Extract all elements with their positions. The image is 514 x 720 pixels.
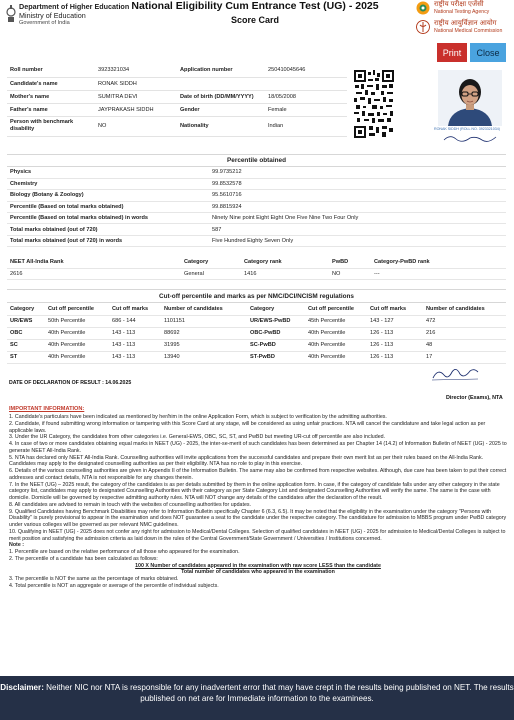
candidate-name-value: RONAK SIDDH (95, 77, 177, 90)
note-heading: Note : (9, 542, 25, 549)
national-emblem-icon (6, 3, 16, 23)
cutoff-cell: UR/EWS (7, 315, 45, 327)
rank-header: PwBD (329, 257, 371, 268)
info-point: 8. All candidates are advised to remain in touch with the websites of counselling authorities for updates. (9, 501, 252, 508)
cutoff-header: Cut off percentile (45, 303, 109, 315)
cutoff-cell: 472 (423, 315, 506, 327)
father-name-label: Father's name (7, 103, 95, 116)
percentile-row-label: Total marks obtained (out of 720) in words (7, 235, 209, 246)
dob-label: Date of birth (DD/MM/YYYY) (177, 90, 265, 103)
nationality-value: Indian (265, 116, 347, 136)
moe-ministry: Ministry of Education (19, 11, 86, 20)
father-name-value: JAYPRAKASH SIDDH (95, 103, 177, 116)
table-row (7, 178, 506, 189)
cutoff-cell: 143 - 127 (367, 315, 423, 327)
cutoff-cell: 31995 (161, 339, 247, 351)
nmc-hindi-name: राष्ट्रीय आयुर्विज्ञान आयोग (434, 20, 497, 27)
page-subtitle: Score Card (230, 15, 280, 25)
info-point: 7. In the NEET (UG) – 2025 result, the category of the candidates is as per details submitted by them in the online application form. In case, if the category of candidate falls under any other category in the state category list, candidates may apply to designated Counselling Authorities with their category as per State Category List and designated Counselling Authorities will verify the same. The same is the case with domicile. Domicile will be governed by respective admitting authority rules. NTA will NOT change any details of the candidates after the declaration of the result. (9, 481, 500, 501)
table-row (7, 167, 506, 178)
page-title-block (130, 0, 380, 25)
cutoff-header: Category (7, 303, 45, 315)
candidate-signature (440, 134, 500, 142)
cutoff-header: Number of candidates (161, 303, 247, 315)
info-point: 9. Qualified Candidates having Benchmark Disabilities may refer to Information Bulletin specifically Chapter 6 (6.3, 6.5). It may be noted that the eligibility in the examination under the category "Persons with Disability" is purely provisional to appear in the examination and does NOT guarantee a seat to the candidate under the respective category. The candidature for admission to MBBS program under PwBD category under various colleges will be governed as per relevant NMC guidelines. (9, 508, 507, 528)
rank-header: NEET All-India Rank (7, 257, 181, 268)
cutoff-header: Number of candidates (423, 303, 506, 315)
info-point: 2. Candidate, if found submitting wrong information or tampering with this Score Card at any stage, will be considered as using unfair practices. NTA will cancel the candidature and take legal action as per applicable laws. (9, 420, 486, 434)
application-number-label: Application number (177, 64, 265, 77)
cutoff-cell: OBC (7, 327, 45, 339)
nmc-logo (414, 19, 514, 36)
candidate-photo (438, 70, 502, 126)
cutoff-cell: 40th Percentile (305, 351, 367, 363)
percentile-row-label: Biology (Botany & Zoology) (7, 190, 209, 201)
cutoff-cell: 40th Percentile (45, 351, 109, 363)
percentile-row-label: Percentile (Based on total marks obtained) (7, 201, 209, 212)
dob-value: 18/05/2008 (265, 90, 347, 103)
table-row (7, 235, 506, 246)
pwbd-value: NO (329, 268, 371, 279)
cutoff-cell: 17 (423, 351, 506, 363)
category-rank-value: 1416 (241, 268, 329, 279)
cutoff-cell: 40th Percentile (45, 339, 109, 351)
rank-table (7, 257, 506, 280)
note-point: 2. The percentile of a candidate has been calculated as follows: (9, 555, 158, 562)
all-india-rank-value: 2616 (7, 268, 181, 279)
percentile-row-value: 99.8532578 (209, 178, 506, 189)
percentile-row-value: Ninety Nine point Eight Eight One Five Nine Two Four Only (209, 213, 506, 224)
nta-english-name: National Testing Agency (434, 9, 490, 15)
percentile-row-value: 95.5610716 (209, 190, 506, 201)
cutoff-section-title: Cut-off percentile and marks as per NMC/DCI/NCISM regulations (7, 289, 506, 303)
category-value: General (181, 268, 241, 279)
gender-value: Female (265, 103, 347, 116)
table-row (7, 64, 347, 77)
percentile-row-value: 99.8815924 (209, 201, 506, 212)
category-pwbd-rank-value: --- (371, 268, 506, 279)
cutoff-cell: 88692 (161, 327, 247, 339)
moe-department: Department of Higher Education (19, 2, 130, 11)
cutoff-cell: 40th Percentile (45, 327, 109, 339)
cutoff-cell: 686 - 144 (109, 315, 161, 327)
cutoff-header: Category (247, 303, 305, 315)
cutoff-cell: SC-PwBD (247, 339, 305, 351)
page-header (0, 0, 514, 38)
percentile-row-label: Physics (7, 167, 209, 178)
table-row (7, 90, 347, 103)
table-row (7, 190, 506, 201)
rank-header: Category-PwBD rank (371, 257, 506, 268)
percentile-formula-denominator: Total number of candidates who appeared in the examination (181, 569, 335, 576)
cutoff-cell: 40th Percentile (305, 327, 367, 339)
disclaimer-label: Disclaimer: (0, 683, 44, 692)
nationality-label: Nationality (177, 116, 265, 136)
cutoff-cell: 143 - 113 (109, 351, 161, 363)
cutoff-cell: ST-PwBD (247, 351, 305, 363)
table-row (7, 224, 506, 235)
page-title: National Eligibility Cum Entrance Test (UG) - 2025 (131, 0, 379, 12)
rank-header: Category rank (241, 257, 329, 268)
percentile-formula-numerator: 100 X Number of candidates appeared in the examination with raw score LESS than the candidate (135, 562, 381, 569)
info-point: 4. In case of two or more candidates obtaining equal marks in NEET (UG) - 2025, the inter-se-merit of such candidates has been determined as per Chapter 14 (14.2) of Information Bulletin of NEET (UG) - 2025 to generate NEET All-India Rank. (9, 441, 507, 454)
disclaimer-text: Neither NIC nor NTA is responsible for any inadvertent error that may have crept in the results being published on NET. The results published on net are for Immediate information to the examinees. (46, 683, 514, 703)
table-row (7, 351, 506, 363)
note-point: 4. Total percentile is NOT an aggregate or average of the percentile of individual subjects. (9, 582, 219, 589)
cutoff-cell: 45th Percentile (305, 315, 367, 327)
cutoff-cell: 126 - 113 (367, 351, 423, 363)
percentile-section-title: Percentile obtained (7, 154, 506, 167)
table-row (7, 257, 506, 268)
info-point: 1. Candidate's particulars have been indicated as mentioned by her/him in the online Application Form, which is subject to verification by the admitting authorities. (9, 414, 387, 420)
cutoff-cell: 1101151 (161, 315, 247, 327)
cutoff-cell: 48 (423, 339, 506, 351)
declaration-date: DATE OF DECLARATION OF RESULT : 14.06.2025 (9, 380, 132, 386)
table-header-row (7, 303, 506, 315)
close-button[interactable]: Close (470, 43, 506, 62)
cutoff-cell: 13940 (161, 351, 247, 363)
cutoff-cell: 126 - 113 (367, 339, 423, 351)
pwd-label: Person with benchmark disability (7, 116, 95, 136)
important-info-list (9, 414, 507, 590)
info-point: 3. Under the UR Category, the candidates from other categories i.e. General-EWS, OBC, SC, ST, and PwBD but meeting UR-cut off percentile are also included. (9, 434, 386, 441)
nta-hindi-name: राष्ट्रीय परीक्षा एजेंसी (434, 1, 484, 8)
percentile-row-value: 99.9735212 (209, 167, 506, 178)
cutoff-cell: 143 - 113 (109, 339, 161, 351)
table-row (7, 103, 347, 116)
info-point: 6. Details of the various counselling authorities are given in Appendix II of the Information Bulletin. The same may also be confirmed from respective websites. Although, due care has been taken to put their correct addresses and contact details, NTA is not responsible for any changes therein. (9, 468, 507, 481)
table-row (7, 327, 506, 339)
candidate-name-label: Candidate's name (7, 77, 95, 90)
moe-logo (6, 2, 131, 36)
info-point: 10. Qualifying in NEET (UG) - 2025 does not confer any right for admission to Medical/Dental Colleges. Selection of qualified candidates in NEET (UG) - 2025 for admission to Medical/Dental Colleges is subject to merit position and satisfying the admission criteria as laid down in the rules of the Central Government/State Government / Universities / Institutions concerned. (9, 528, 506, 542)
important-info-heading: IMPORTANT INFORMATION: (9, 406, 85, 412)
mother-name-value: SUMITRA DEVI (95, 90, 177, 103)
table-row (7, 213, 506, 224)
cutoff-cell: 40th Percentile (305, 339, 367, 351)
cutoff-cell: OBC-PwBD (247, 327, 305, 339)
mother-name-label: Mother's name (7, 90, 95, 103)
gender-label: Gender (177, 103, 265, 116)
roll-number-value: 3923321034 (95, 64, 177, 77)
percentile-row-label: Chemistry (7, 178, 209, 189)
director-title: Director (Exams), NTA (446, 395, 503, 401)
pwd-value: NO (95, 116, 177, 136)
table-row (7, 201, 506, 212)
percentile-row-label: Total marks obtained (out of 720) (7, 224, 209, 235)
rank-header: Category (181, 257, 241, 268)
roll-number-label: Roll number (7, 64, 95, 77)
cutoff-table (7, 303, 506, 364)
table-row (7, 268, 506, 279)
cutoff-cell: 143 - 113 (109, 327, 161, 339)
moe-government: Government of India (19, 20, 70, 26)
info-point: 5. NTA has declared only NEET All-India Rank. Counselling authorities will invite applications from the successful candidates and prepare their own merit list as per their rules based on the All-India Rank. Candidates may apply to the designated counselling authorities as per their eligibility. NTA has no role to play in this exercise. (9, 454, 484, 468)
nmc-english-name: National Medical Commission (434, 28, 503, 34)
cutoff-header: Cut off marks (367, 303, 423, 315)
percentile-table (7, 167, 506, 247)
nmc-emblem-icon (416, 20, 430, 34)
qr-code (354, 70, 394, 138)
percentile-row-label: Percentile (Based on total marks obtained) in words (7, 213, 209, 224)
cutoff-cell: 126 - 113 (367, 327, 423, 339)
cutoff-cell: UR/EWS-PwBD (247, 315, 305, 327)
disclaimer-banner (0, 676, 514, 720)
note-point: 3. The percentile is NOT the same as the percentage of marks obtained. (9, 576, 179, 582)
director-signature (430, 366, 480, 382)
cutoff-cell: 50th Percentile (45, 315, 109, 327)
table-row (7, 77, 347, 90)
cutoff-header: Cut off percentile (305, 303, 367, 315)
print-button[interactable]: Print (437, 43, 467, 62)
table-row (7, 315, 506, 327)
photo-caption: RONAK SIDDH (ROLL NO. 3923321034) (434, 127, 500, 131)
nta-logo (414, 0, 514, 17)
cutoff-header: Cut off marks (109, 303, 161, 315)
note-point: 1. Percentile are based on the relative performance of all those who appeared for the examination. (9, 549, 240, 555)
percentile-row-value: 587 (209, 224, 506, 235)
candidate-details-table (7, 64, 347, 137)
application-number-value: 250410045646 (265, 64, 347, 77)
table-row (7, 339, 506, 351)
table-row (7, 116, 347, 136)
cutoff-cell: ST (7, 351, 45, 363)
cutoff-cell: SC (7, 339, 45, 351)
nta-emblem-icon (416, 1, 430, 15)
percentile-row-value: Five Hundred Eighty Seven Only (209, 235, 506, 246)
cutoff-cell: 216 (423, 327, 506, 339)
